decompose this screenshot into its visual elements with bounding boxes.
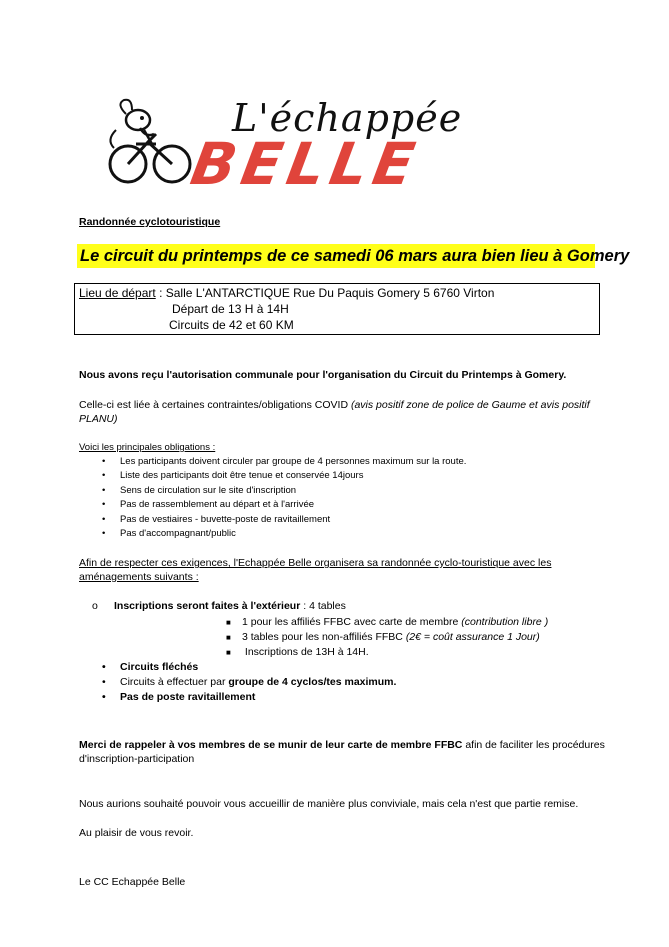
- circle-bullet: o: [92, 600, 98, 612]
- covid-text: Celle-ci est liée à certaines contraintes/obligations COVID: [79, 399, 351, 411]
- departure-place-line: [79, 286, 494, 300]
- list-item: • Liste des participants doit être tenue et conservée 14jours: [102, 469, 466, 483]
- list-item: • Pas de vestiaires - buvette-poste de ravitaillement: [102, 513, 466, 527]
- obligations-list: [102, 455, 466, 541]
- reminder-paragraph-line2: d'inscription-participation: [79, 753, 195, 765]
- logo-title-bottom: BELLE: [186, 130, 426, 198]
- departure-info-box: [74, 283, 600, 335]
- arrangements-list: [102, 660, 396, 705]
- inscriptions-rest: : 4 tables: [300, 600, 346, 612]
- authorization-paragraph: Nous avons reçu l'autorisation communale pour l'organisation du Circuit du Printemps à Gomery.: [79, 369, 567, 381]
- signature: Le CC Echappée Belle: [79, 876, 186, 888]
- section-heading: Randonnée cyclotouristique: [79, 216, 221, 228]
- list-item: • Sens de circulation sur le site d'inscription: [102, 484, 466, 498]
- covid-paragraph-line1: [79, 398, 590, 412]
- reminder-paragraph-line1: [79, 738, 605, 752]
- reminder-bold: Merci de rappeler à vos membres de se munir de leur carte de membre FFBC: [79, 739, 463, 751]
- logo-title-top: L'échappée: [232, 96, 463, 140]
- inscriptions-item: [92, 600, 346, 612]
- departure-time: Départ de 13 H à 14H: [172, 302, 289, 316]
- covid-paragraph-line2: PLANU): [79, 413, 118, 425]
- measures-paragraph-line2: aménagements suivants :: [79, 571, 199, 583]
- measures-paragraph-line1: Afin de respecter ces exigences, l'Echappée Belle organisera sa randonnée cyclo-touristique avec les: [79, 557, 552, 569]
- inscriptions-bold: Inscriptions seront faites à l'extérieur: [114, 600, 301, 612]
- list-item: ■ 3 tables pour les non-affiliés FFBC (2€ = coût assurance 1 Jour): [226, 631, 540, 643]
- headline-text: Le circuit du printemps de ce samedi 06 mars aura bien lieu à Gomery: [80, 247, 630, 265]
- sub-item-text: Inscriptions de 13H à 14H.: [242, 646, 369, 658]
- list-item-text: Circuits à effectuer par: [120, 676, 229, 688]
- headline-banner: [77, 244, 630, 268]
- departure-place: Salle L'ANTARCTIQUE Rue Du Paquis Gomery 5 6760 Virton: [165, 286, 495, 300]
- circuit-distances: Circuits de 42 et 60 KM: [169, 318, 294, 332]
- list-item: • Pas de rassemblement au départ et à l'arrivée: [102, 498, 466, 512]
- list-item: • Pas d'accompagnant/public: [102, 527, 466, 541]
- cyclist-mascot-icon: [96, 90, 196, 190]
- obligations-title: Voici les principales obligations :: [79, 442, 216, 453]
- farewell-text: Au plaisir de vous revoir.: [79, 827, 194, 839]
- reminder-rest: afin de faciliter les procédures: [462, 739, 605, 751]
- list-item: • Les participants doivent circuler par groupe de 4 personnes maximum sur la route.: [102, 455, 466, 469]
- list-item: ■ Inscriptions de 13H à 14H.: [226, 646, 369, 658]
- list-item: ■ 1 pour les affiliés FFBC avec carte de membre (contribution libre ): [226, 616, 549, 628]
- list-item: [102, 675, 396, 690]
- sub-item-note: (2€ = coût assurance 1 Jour): [405, 631, 540, 643]
- departure-label: Lieu de départ: [79, 286, 156, 300]
- sub-item-note: (contribution libre ): [461, 616, 549, 628]
- departure-separator: :: [155, 286, 166, 300]
- list-item: • Circuits fléchés: [102, 660, 396, 675]
- club-logo: [96, 90, 463, 202]
- closing-paragraph: Nous aurions souhaité pouvoir vous accueillir de manière plus conviviale, mais cela n'est que partie remise.: [79, 798, 579, 810]
- list-item-bold: groupe de 4 cyclos/tes maximum.: [228, 676, 397, 688]
- covid-note: (avis positif zone de police de Gaume et avis positif: [350, 399, 590, 411]
- sub-item-text: 1 pour les affiliés FFBC avec carte de membre: [242, 616, 462, 628]
- list-item: • Pas de poste ravitaillement: [102, 690, 396, 705]
- sub-item-text: 3 tables pour les non-affiliés FFBC: [242, 631, 406, 643]
